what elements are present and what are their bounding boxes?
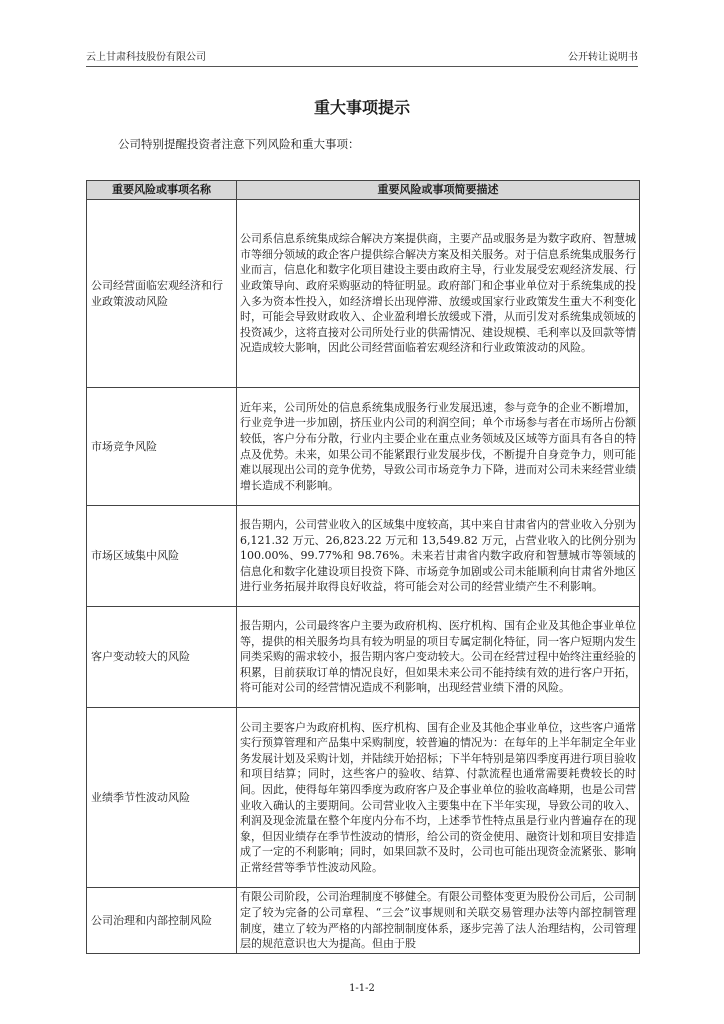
page-number: 1-1-2 [349, 983, 375, 994]
page-title: 重大事项提示 [313, 98, 410, 117]
table-row [87, 200, 640, 388]
risk-description: 报告期内，公司最终客户主要为政府机构、医疗机构、国有企业及其他企事业单位等，提供的相关服务均具有较为明显的项目专属定制化特征，同一客户短期内发生同类采购的需求较小，报告期内客户变动较大。公司在经营过程中始终注重经验的积累，目前获取订单的情况良好，但如果未来公司不能持续有效的进行客户开拓，将可能对公司的经营情况造成不利影响，出现经营业绩下滑的风险。 [237, 607, 640, 708]
table-header-row [87, 181, 640, 200]
table-row [87, 506, 640, 607]
risk-name: 客户变动较大的风险 [87, 607, 237, 708]
risk-name: 公司治理和内部控制风险 [87, 888, 237, 954]
risk-description: 公司主要客户为政府机构、医疗机构、国有企业及其他企事业单位，这些客户通常实行预算管理和产品集中采购制度，较普遍的情况为：在每年的上半年制定全年业务发展计划及采购计划，并陆续开始招标；下半年特别是第四季度再进行项目验收和项目结算；同时，这些客户的验收、结算、付款流程也通常需要耗费较长的时间。因此，使得每年第四季度为政府客户及企事业单位的验收高峰期，也是公司营业收入确认的主要期间。公司营业收入主要集中在下半年实现，导致公司的收入、利润及现金流量在整个年度内分布不均，上述季节性特点虽是行业内普遍存在的现象，但因业绩存在季节性波动的情形，给公司的资金使用、融资计划和项目安排造成了一定的不利影响；同时，如果回款不及时，公司也可能出现资金流紧张、影响正常经营等季节性波动风险。 [237, 708, 640, 888]
risk-table [86, 180, 640, 954]
risk-name: 市场竞争风险 [87, 388, 237, 506]
table-row [87, 708, 640, 888]
risk-name: 业绩季节性波动风险 [87, 708, 237, 888]
risk-description: 报告期内，公司营业收入的区域集中度较高，其中来自甘肃省内的营业收入分别为 6,121.32 万元、26,823.22 万元和 13,549.82 万元，占营业收入的比例分别为 100.00%、99.77%和 98.76%。未来若甘肃省内数字政府和智慧城市等领域的信息化和数字化建设项目投资下降、市场竞争加剧或公司未能顺利向甘肃省外地区进行业务拓展并取得良好收益，将可能会对公司的经营业绩产生不利影响。 [237, 506, 640, 607]
header-company: 云上甘肃科技股份有限公司 [86, 52, 206, 63]
intro-text: 公司特别提醒投资者注意下列风险和重大事项： [118, 137, 360, 151]
risk-name: 市场区域集中风险 [87, 506, 237, 607]
page-header [86, 50, 638, 67]
table-row [87, 607, 640, 708]
header-document-title: 公开转让说明书 [568, 52, 638, 63]
table-row [87, 388, 640, 506]
risk-description: 近年来，公司所处的信息系统集成服务行业发展迅速，参与竞争的企业不断增加，行业竞争进一步加剧，挤压业内公司的利润空间；单个市场参与者在市场所占份额较低，客户分布分散，行业内主要企业在重点业务领域及区域等方面具有各自的特点及优势。未来，如果公司不能紧跟行业发展步伐，不断提升自身竞争力，则可能难以展现出公司的竞争优势，导致公司市场竞争力下降，进而对公司未来经营业绩增长造成不利影响。 [237, 388, 640, 506]
risk-description: 有限公司阶段，公司治理制度不够健全。有限公司整体变更为股份公司后，公司制定了较为完备的公司章程、“三会”议事规则和关联交易管理办法等内部控制管理制度，建立了较为严格的内部控制制度体系，逐步完善了法人治理结构，公司管理层的规范意识也大为提高。但由于股 [237, 888, 640, 954]
risk-name: 公司经营面临宏观经济和行业政策波动风险 [87, 200, 237, 388]
header-risk-description: 重要风险或事项简要描述 [237, 181, 640, 200]
header-risk-name: 重要风险或事项名称 [87, 181, 237, 200]
risk-description: 公司系信息系统集成综合解决方案提供商，主要产品或服务是为数字政府、智慧城市等细分领域的政企客户提供综合解决方案及相关服务。对于信息系统集成服务行业而言，信息化和数字化项目建设主要由政府主导，行业发展受宏观经济发展、行业政策导向、政府采购驱动的特征明显。政府部门和企事业单位对于系统集成的投入多为资本性投入，如经济增长出现停滞、放缓或国家行业政策发生重大不利变化时，可能会导致财政收入、企业盈利增长放缓或下滑，从而引发对系统集成领域的投资减少，这将直接对公司所处行业的供需情况、建设规模、毛利率以及回款等情况造成较大影响，因此公司经营面临着宏观经济和行业政策波动的风险。 [237, 200, 640, 388]
table-row [87, 888, 640, 954]
